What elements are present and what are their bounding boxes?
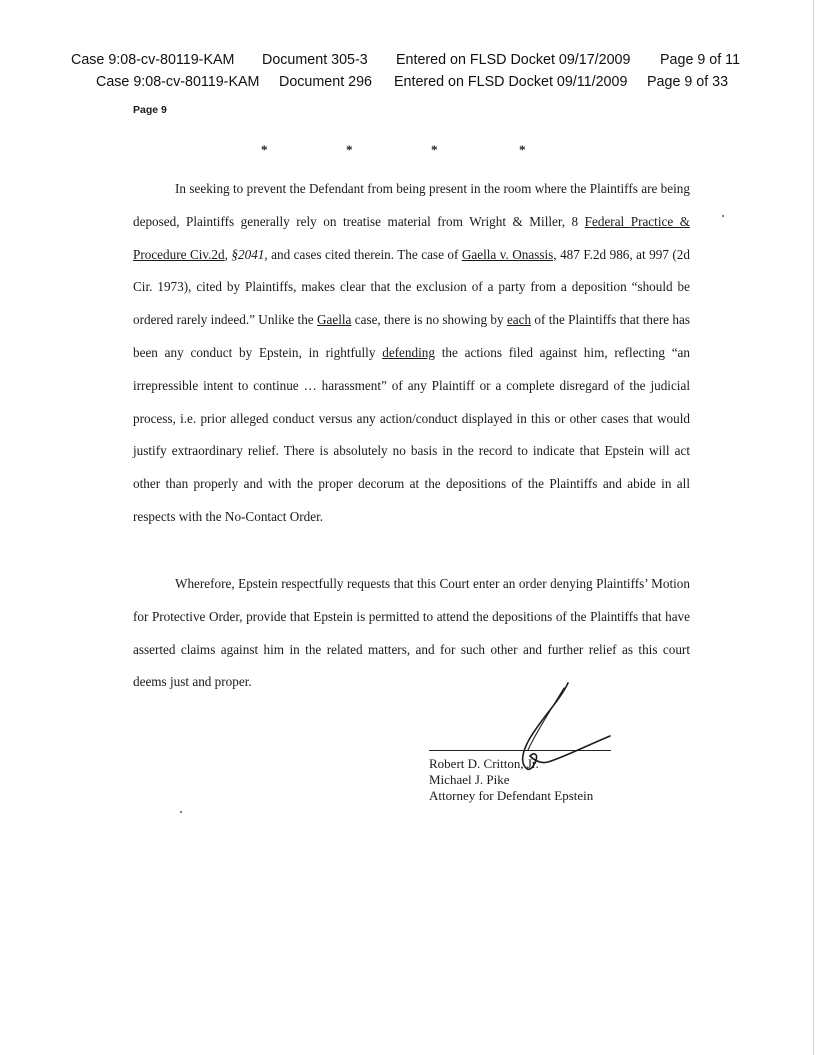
citation-case: Gaella v. Onassis, (461, 246, 557, 262)
separator-asterisk: * (261, 142, 268, 157)
argument-paragraph (133, 173, 690, 534)
separator-asterisk: * (519, 142, 526, 157)
emphasis-each: each (506, 312, 532, 328)
attorney-name: Michael J. Pike (429, 772, 510, 787)
scan-edge (813, 0, 814, 1055)
signature-block (429, 756, 593, 804)
signature-line (429, 750, 611, 751)
text-run: 487 F.2d 986, at 997 (2d Cir. 1973), cited by Plaintiffs, makes clear that the exclusion of a party from a deposition “should be ordered rarely indeed.” Unlike the (133, 246, 690, 328)
attorney-role: Attorney for Defendant Epstein (429, 788, 594, 803)
separator-asterisk: * (346, 142, 353, 157)
text-run: In seeking to prevent the Defendant from being present in the room where the Plaintiffs are being deposed, Plaintiffs generally rely on treatise material from Wright & Miller, 8 (133, 181, 690, 229)
citation-section: §2041, (231, 246, 268, 262)
scan-speck (180, 811, 182, 813)
header-document-number: Document 296 (279, 74, 372, 90)
text-run: Wherefore, Epstein respectfully requests that this Court enter an order denying Plaintiffs’ Motion for Protective Order, provide that Epstein is permitted to attend the depositions of the Plaintiffs that have asserted claims against him in the related matters, and for such other and further relief as this court deems just and proper. (133, 576, 690, 690)
citation-case-short: Gaella (316, 312, 352, 328)
text-run: the actions filed against him, reflecting “an irrepressible intent to continue … harassment” of any Plaintiff or a complete disregard of the judicial process, i.e. prior alleged conduct versus any action/conduct displayed in this or other cases that would justify extraordinary relief. There is absolutely no basis in the record to indicate that Epstein will act other than properly and with the proper decorum at the depositions of the Plaintiffs and abide in all respects with the No-Contact Order. (133, 344, 690, 524)
header-entered-date: Entered on FLSD Docket 09/11/2009 (394, 74, 628, 90)
filing-header-line-2 (0, 74, 816, 92)
text-run: and cases cited therein. The case of (267, 246, 462, 262)
header-page-count: Page 9 of 11 (660, 52, 741, 68)
text-run: of the Plaintiffs that there has been any conduct by Epstein, in rightfully (133, 312, 690, 360)
scan-speck (722, 215, 724, 217)
text-run: , (224, 246, 232, 262)
citation-treatise: Federal Practice & Procedure Civ.2d (133, 213, 690, 262)
separator-asterisk: * (431, 142, 438, 157)
header-entered-date: Entered on FLSD Docket 09/17/2009 (396, 52, 631, 68)
emphasis-defending: defending (382, 344, 435, 360)
header-case-number: Case 9:08-cv-80119-KAM (71, 52, 235, 68)
attorney-name: Robert D. Critton, Jr. (429, 756, 539, 771)
text-run: case, there is no showing by (351, 312, 507, 328)
header-case-number: Case 9:08-cv-80119-KAM (96, 74, 260, 90)
header-page-count: Page 9 of 33 (647, 74, 729, 90)
page-label: Page 9 (133, 104, 167, 116)
header-document-number: Document 305-3 (262, 52, 368, 68)
filing-header-line-1 (0, 52, 816, 70)
